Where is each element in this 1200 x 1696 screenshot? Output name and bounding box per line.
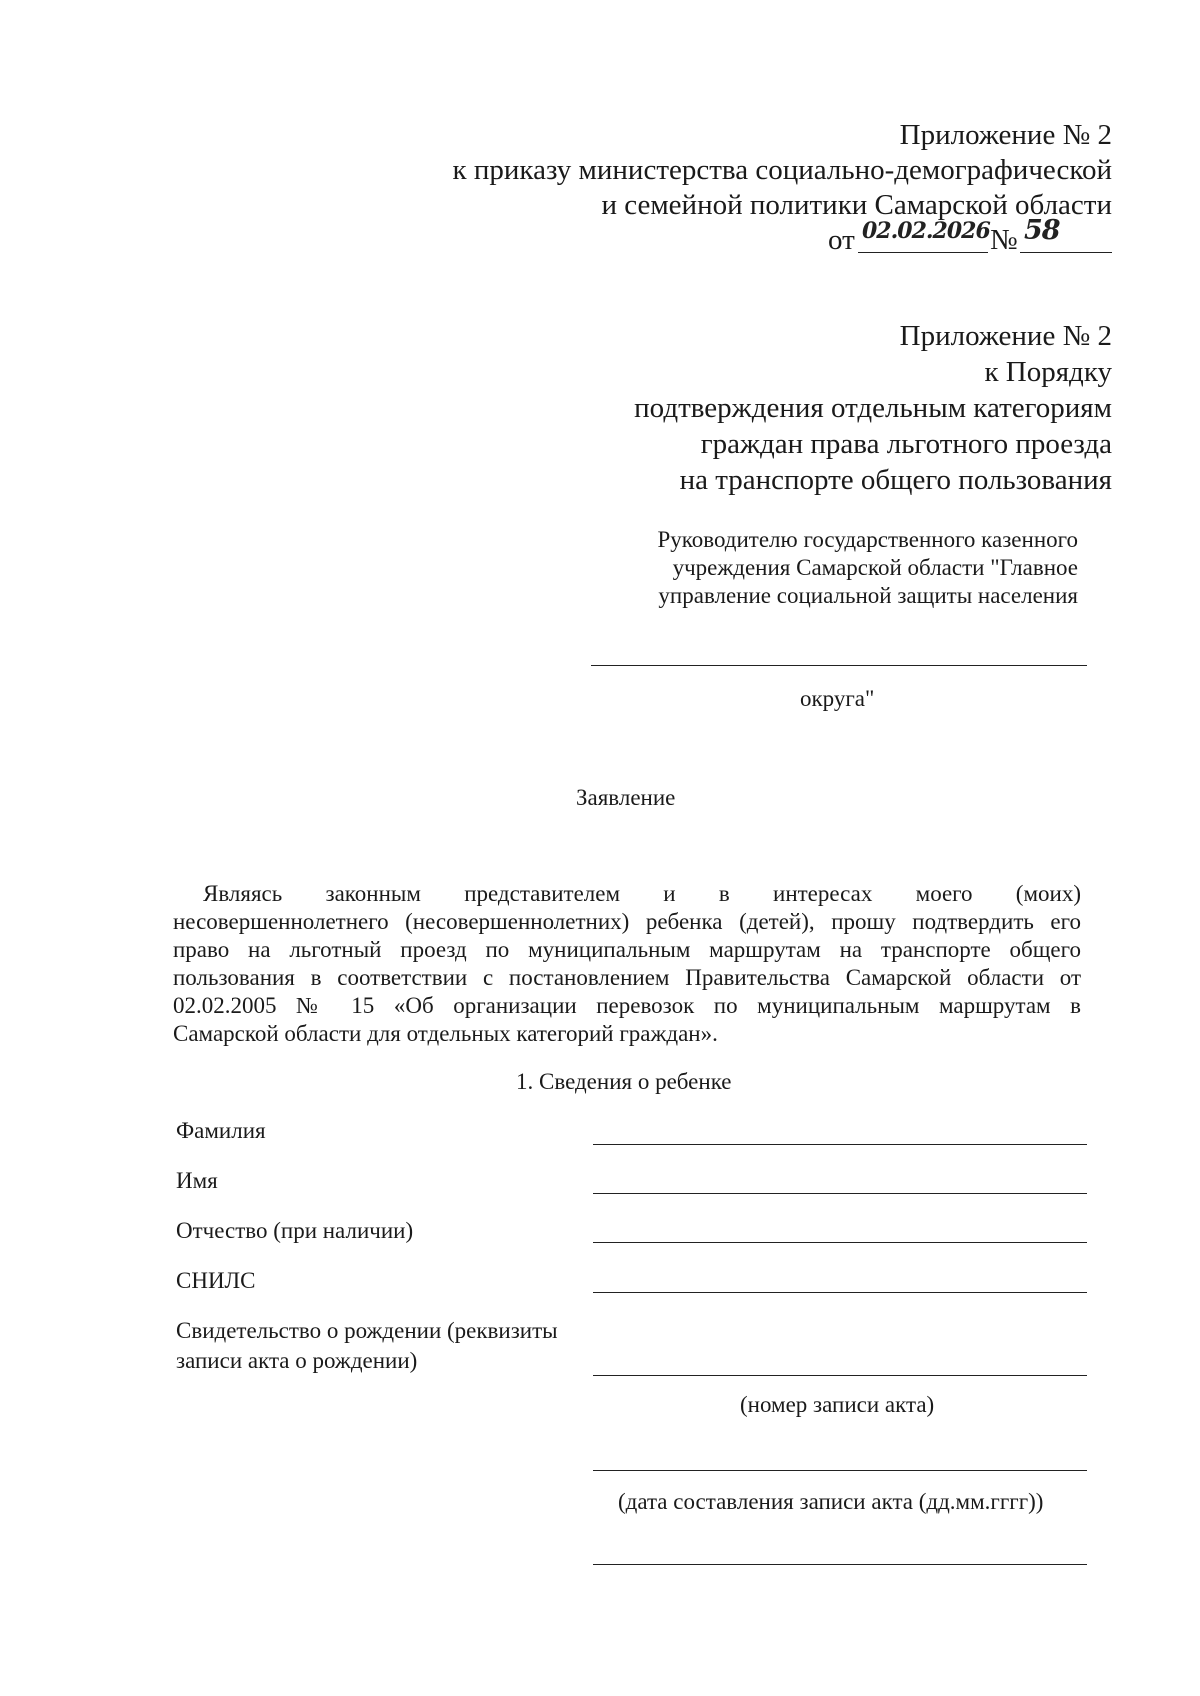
handwritten-date: 02.02.2026 [862,218,990,244]
patronymic-field[interactable] [593,1242,1087,1243]
procedure-line-5: на транспорте общего пользования [679,464,1112,496]
addressee-line-3: управление социальной защиты населения [658,583,1078,608]
record-number-field[interactable] [593,1375,1087,1376]
date-prefix: от [828,224,855,256]
birth-cert-label-line-2: записи акта о рождении) [176,1348,418,1373]
addressee-line-2: учреждения Самарской области "Главное [672,555,1078,580]
date-underline [858,252,988,253]
procedure-reference-line: к Порядку [984,356,1112,388]
procedure-line-3: подтверждения отдельным категориям [634,392,1112,424]
procedure-appendix-title: Приложение № 2 [899,320,1112,352]
snils-label: СНИЛС [176,1268,256,1293]
statement-paragraph [173,880,1081,1048]
surname-field[interactable] [593,1144,1087,1145]
number-prefix: № [990,224,1018,256]
record-date-caption: (дата составления записи акта (дд.мм.гггг)) [618,1489,1044,1514]
additional-field[interactable] [593,1564,1087,1565]
order-appendix-title: Приложение № 2 [899,119,1112,151]
order-reference-line: к приказу министерства социально-демографической [452,154,1112,186]
paragraph-line-6: Самарской области для отдельных категорий граждан». [173,1021,718,1046]
district-blank-line[interactable] [591,665,1087,666]
document-title: Заявление [576,785,676,810]
name-field[interactable] [593,1193,1087,1194]
addressee-line-1: Руководителю государственного казенного [657,527,1078,552]
paragraph-line-2: несовершеннолетнего (несовершеннолетних) ребенка (детей), прошу подтвердить его [173,909,1081,934]
paragraph-line-3: право на льготный проезд по муниципальным маршрутам на транспорте общего [173,937,1081,962]
paragraph-line-1: Являясь законным представителем и в интересах моего (моих) [203,881,1081,906]
addressee-line-4: округа" [800,686,875,711]
number-underline [1020,252,1112,253]
name-label: Имя [176,1168,218,1193]
paragraph-line-4: пользования в соответствии с постановлением Правительства Самарской области от [173,965,1081,990]
handwritten-number: 58 [1024,215,1060,246]
record-date-field[interactable] [593,1470,1087,1471]
patronymic-label: Отчество (при наличии) [176,1218,414,1243]
paragraph-line-5: 02.02.2005 № 15 «Об организации перевозок по муниципальным маршрутам в [173,993,1081,1018]
procedure-line-4: граждан права льготного проезда [700,428,1112,460]
birth-cert-label-line-1: Свидетельство о рождении (реквизиты [176,1318,558,1343]
section-1-heading: 1. Сведения о ребенке [516,1069,732,1094]
record-number-caption: (номер записи акта) [740,1392,935,1417]
surname-label: Фамилия [176,1118,266,1143]
snils-field[interactable] [593,1292,1087,1293]
order-ministry-line: и семейной политики Самарской области [601,189,1112,221]
